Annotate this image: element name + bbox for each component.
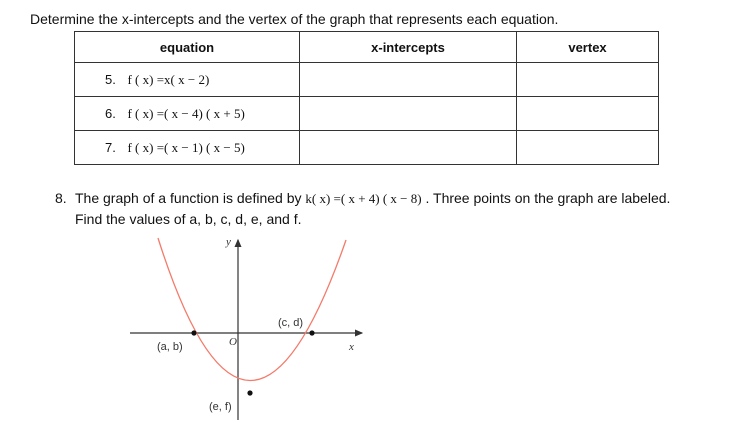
- origin-label: O: [229, 336, 237, 348]
- header-x-intercepts: x-intercepts: [300, 32, 517, 63]
- vertex-cell[interactable]: [517, 63, 659, 97]
- x-intercepts-cell[interactable]: [300, 63, 517, 97]
- problem-number: 8.: [55, 190, 67, 206]
- vertex-cell[interactable]: [517, 97, 659, 131]
- vertex-cell[interactable]: [517, 131, 659, 165]
- parabola-curve: [158, 238, 346, 381]
- table-row: [75, 131, 659, 165]
- point-ef: [247, 390, 252, 395]
- x-intercepts-cell[interactable]: [300, 97, 517, 131]
- header-vertex: vertex: [517, 32, 659, 63]
- problem-8-equation: k( x) =( x + 4) ( x − 8): [305, 191, 422, 206]
- equation-text: f ( x) =( x − 4) ( x + 5): [127, 105, 245, 121]
- point-ab-label: (a, b): [157, 341, 183, 353]
- problem-8: [55, 188, 670, 229]
- equation-cell: [75, 131, 300, 165]
- equations-table: [74, 31, 659, 165]
- problem-8-line2: Find the values of a, b, c, d, e, and f.: [75, 211, 302, 227]
- instruction-text: Determine the x-intercepts and the vertex of the graph that represents each equation.: [30, 11, 559, 27]
- table-row: [75, 97, 659, 131]
- equation-text: f ( x) =x( x − 2): [127, 71, 210, 87]
- problem-8-line1: [55, 188, 670, 209]
- table-row: [75, 63, 659, 97]
- equation-text: f ( x) =( x − 1) ( x − 5): [127, 139, 245, 155]
- problem-number: 5.: [105, 71, 116, 87]
- point-ef-label: (e, f): [209, 401, 232, 413]
- point-cd: [309, 330, 314, 335]
- y-axis-label: y: [226, 236, 231, 248]
- problem-number: 6.: [105, 105, 116, 121]
- x-intercepts-cell[interactable]: [300, 131, 517, 165]
- equation-cell: [75, 97, 300, 131]
- problem-8-text-before: The graph of a function is defined by: [75, 190, 306, 206]
- problem-8-text-after: . Three points on the graph are labeled.: [421, 190, 671, 206]
- point-cd-label: (c, d): [278, 317, 304, 329]
- x-axis-label: x: [349, 341, 354, 353]
- table-header-row: [75, 32, 659, 63]
- parabola-graph: [130, 232, 370, 427]
- equation-cell: [75, 63, 300, 97]
- problem-number: 7.: [105, 139, 116, 155]
- point-ab: [191, 330, 196, 335]
- header-equation: equation: [75, 32, 300, 63]
